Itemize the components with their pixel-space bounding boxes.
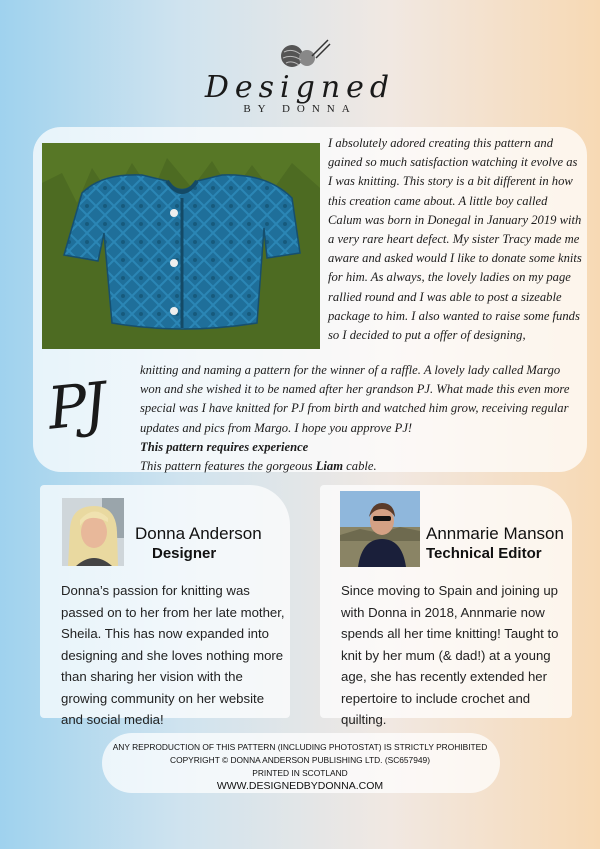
story-paragraph-2: knitting and naming a pattern for the winner of a raffle. A lovely lady called Margo won and she wished it to be named after her grandson PJ. What made this even more special was I have knitted for PJ from birth and watched him grow, receiving regular updates and pics from Margo. I hope you approve PJ! <box>140 363 570 435</box>
designer-avatar <box>62 498 124 566</box>
story-paragraph-1: I absolutely adored creating this pattern and gained so much satisfaction watching it evolve as I was knitting. This story is a bit different in how this creation came about. A little boy called Calum was born in Donegal in January 2019 with a very rare heart defect. My sister Tracy made me aware and asked would I like to donate some knits for him. As always, the lovely ladies on my page rallied round and I was able to post a sizeable package to him. I also wanted to raise some funds so I decided to put a offer of designing, <box>328 136 582 343</box>
editor-role: Technical Editor <box>426 545 542 562</box>
editor-bio: Since moving to Spain and joining up with Donna in 2018, Annmarie now spends all her time knitting! Taught to knit by her mum (& dad!) at a young age, she has recently extended her repertoire to include crochet and quilting. <box>341 583 559 727</box>
footer-copyright-notice: ANY REPRODUCTION OF THIS PATTERN (INCLUDING PHOTOSTAT) IS STRICTLY PROHIBITED <box>112 742 488 752</box>
designer-name: Donna Anderson <box>135 524 262 543</box>
feature-cable-name: Liam <box>315 459 344 474</box>
brand-logo-script: Designed <box>204 70 396 105</box>
designer-bio: Donna’s passion for knitting was passed on to her from her late mother, Sheila. This has now expanded into designing and she loves nothing more than sharing her vision with the growing community on her website and social media! <box>61 583 285 727</box>
designer-role: Designer <box>152 545 217 562</box>
footer-website-link[interactable]: WWW.DESIGNEDBYDONNA.COM <box>216 780 384 792</box>
yarn-ball-logo-icon <box>272 38 332 70</box>
pattern-name-script: PJ <box>44 369 106 443</box>
footer-copyright-line: COPYRIGHT © DONNA ANDERSON PUBLISHING LTD. (SC657949) <box>170 755 430 765</box>
editor-name: Annmarie Manson <box>426 524 564 543</box>
feature-prefix: This pattern features the gorgeous <box>140 459 316 474</box>
editor-avatar <box>340 491 420 567</box>
experience-note: This pattern requires experience <box>140 439 309 454</box>
cardigan-photo <box>42 143 320 349</box>
brand-logo-subtitle: BY DONNA <box>243 103 357 115</box>
feature-suffix: cable. <box>343 459 377 474</box>
story-paragraph-2-block <box>140 361 580 476</box>
footer-printed: PRINTED IN SCOTLAND <box>252 768 348 778</box>
